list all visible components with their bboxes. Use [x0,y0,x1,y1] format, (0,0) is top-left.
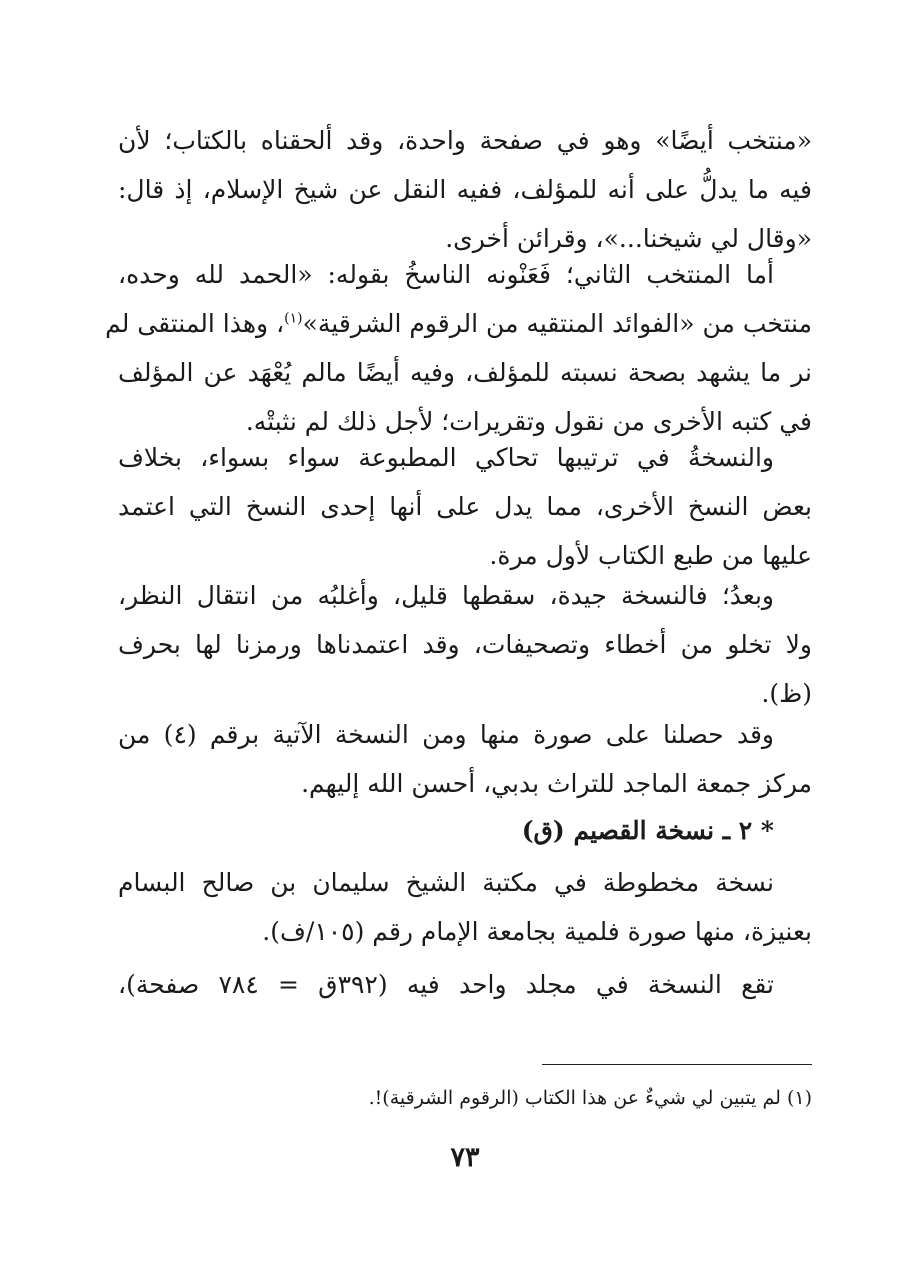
text-line: وبعدُ؛ فالنسخة جيدة، سقطها قليل، وأغلبُه من انتقال النظر، [118,581,774,610]
footnote: (١) لم يتبين لي شيءٌ عن هذا الكتاب (الرقوم الشرقية)!. [368,1087,812,1109]
section-heading: * ٢ ـ نسخة القصيم (ق) [521,816,774,845]
text-line: بعض النسخ الأخرى، مما يدل على أنها إحدى النسخ التي اعتمد [118,492,812,521]
paragraph-7 [118,960,812,1009]
text-line: والنسخةُ في ترتيبها تحاكي المطبوعة سواء بسواء، بخلاف [118,443,774,472]
text-line: عليها من طبع الكتاب لأول مرة. [489,541,812,570]
text-line: نر ما يشهد بصحة نسبته للمؤلف، وفيه أيضًا مالم يُعْهَد عن المؤلف [118,358,812,387]
text-line: (ظ). [761,679,812,708]
text-line: نسخة مخطوطة في مكتبة الشيخ سليمان بن صالح البسام [118,868,774,897]
text-line: في كتبه الأخرى من نقول وتقريرات؛ لأجل ذلك لم نثبتْه. [245,407,812,436]
text-line: أما المنتخب الثاني؛ فَعَنْونه الناسخُ بقوله: «الحمد لله وحده، [118,260,774,289]
paragraph-4 [118,571,812,718]
paragraph-1 [118,116,812,263]
text-line-with-footnote [105,299,812,348]
text-fragment: منتخب من «الفوائد المنتقيه من الرقوم الشرقية» [302,309,812,338]
text-line: «وقال لي شيخنا...»، وقرائن أخرى. [445,224,812,253]
paragraph-6 [118,858,812,956]
text-line: «منتخب أيضًا» وهو في صفحة واحدة، وقد ألحقناه بالكتاب؛ لأن [118,126,812,155]
text-line: فيه ما يدلُّ على أنه للمؤلف، ففيه النقل عن شيخ الإسلام، إذ قال: [118,175,812,204]
text-fragment: ، وهذا المنتقى لم [105,309,285,338]
text-line: تقع النسخة في مجلد واحد فيه (٣٩٢ق = ٧٨٤ صفحة)، [118,970,774,999]
text-line: وقد حصلنا على صورة منها ومن النسخة الآتية برقم (٤) من [118,720,774,749]
book-page [105,0,812,1271]
footnote-reference[interactable]: (١) [284,310,303,327]
paragraph-5 [118,710,812,808]
text-line: بعنيزة، منها صورة فلمية بجامعة الإمام رقم (١٠٥/ف). [262,917,812,946]
text-line: ولا تخلو من أخطاء وتصحيفات، وقد اعتمدناها ورمزنا لها بحرف [118,630,812,659]
paragraph-3 [118,433,812,580]
page-number: ٧٣ [450,1142,480,1173]
text-line: مركز جمعة الماجد للتراث بدبي، أحسن الله إليهم. [301,769,812,798]
paragraph-2 [105,250,812,446]
footnote-divider [542,1064,812,1065]
